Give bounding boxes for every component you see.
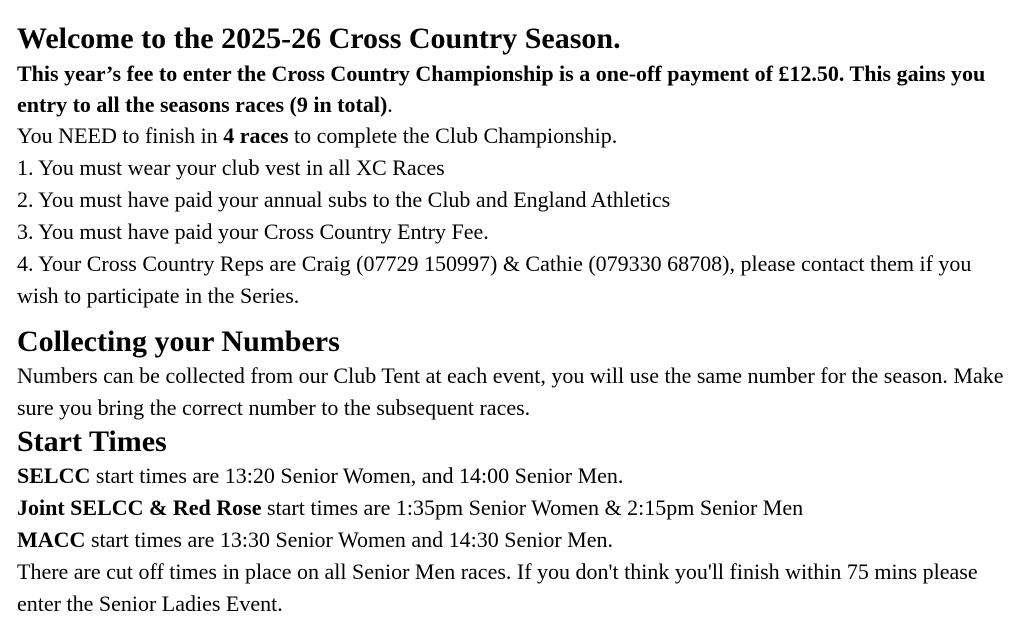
rule-3: 3. You must have paid your Cross Country Entry Fee. (17, 219, 489, 244)
start-time-label: Joint SELCC & Red Rose (17, 495, 262, 520)
finish-pre: You NEED to finish in (17, 123, 224, 148)
fee-text: This year’s fee to enter the Cross Country Championship is a one-off payment of £12.50. This gains you entry to all the seasons races (9 in total) (17, 61, 986, 117)
start-time-macc (17, 524, 1005, 556)
rule-4: 4. Your Cross Country Reps are Craig (07729 150997) & Cathie (079330 68708), please contact them if you wish to participate in the Series. (17, 251, 972, 308)
rule-1: 1. You must wear your club vest in all XC Races (17, 155, 445, 180)
start-time-joint (17, 492, 1005, 524)
finish-races-count: 4 races (223, 123, 289, 148)
fee-end: . (387, 92, 393, 117)
cutoff-notice: There are cut off times in place on all Senior Men races. If you don't think you'll finish within 75 mins please enter the Senior Ladies Event. (17, 559, 978, 616)
finish-requirement (17, 120, 1005, 152)
start-time-label: MACC (17, 527, 86, 552)
start-time-text: start times are 13:30 Senior Women and 14:30 Senior Men. (85, 527, 614, 552)
start-time-label: SELCC (17, 463, 91, 488)
rule-2: 2. You must have paid your annual subs to the Club and England Athletics (17, 187, 671, 212)
start-time-selcc (17, 460, 1005, 492)
welcome-heading: Welcome to the 2025-26 Cross Country Season. (17, 22, 621, 55)
start-time-text: start times are 13:20 Senior Women, and 14:00 Senior Men. (90, 463, 624, 488)
numbers-text: Numbers can be collected from our Club Tent at each event, you will use the same number for the season. Make sure you bring the correct number to the subsequent races. (17, 363, 1004, 420)
fee-paragraph (17, 58, 1005, 120)
finish-post: to complete the Club Championship. (288, 123, 618, 148)
start-time-text: start times are 1:35pm Senior Women & 2:15pm Senior Men (261, 495, 804, 520)
start-times-heading: Start Times (17, 425, 167, 458)
numbers-heading: Collecting your Numbers (17, 325, 340, 358)
